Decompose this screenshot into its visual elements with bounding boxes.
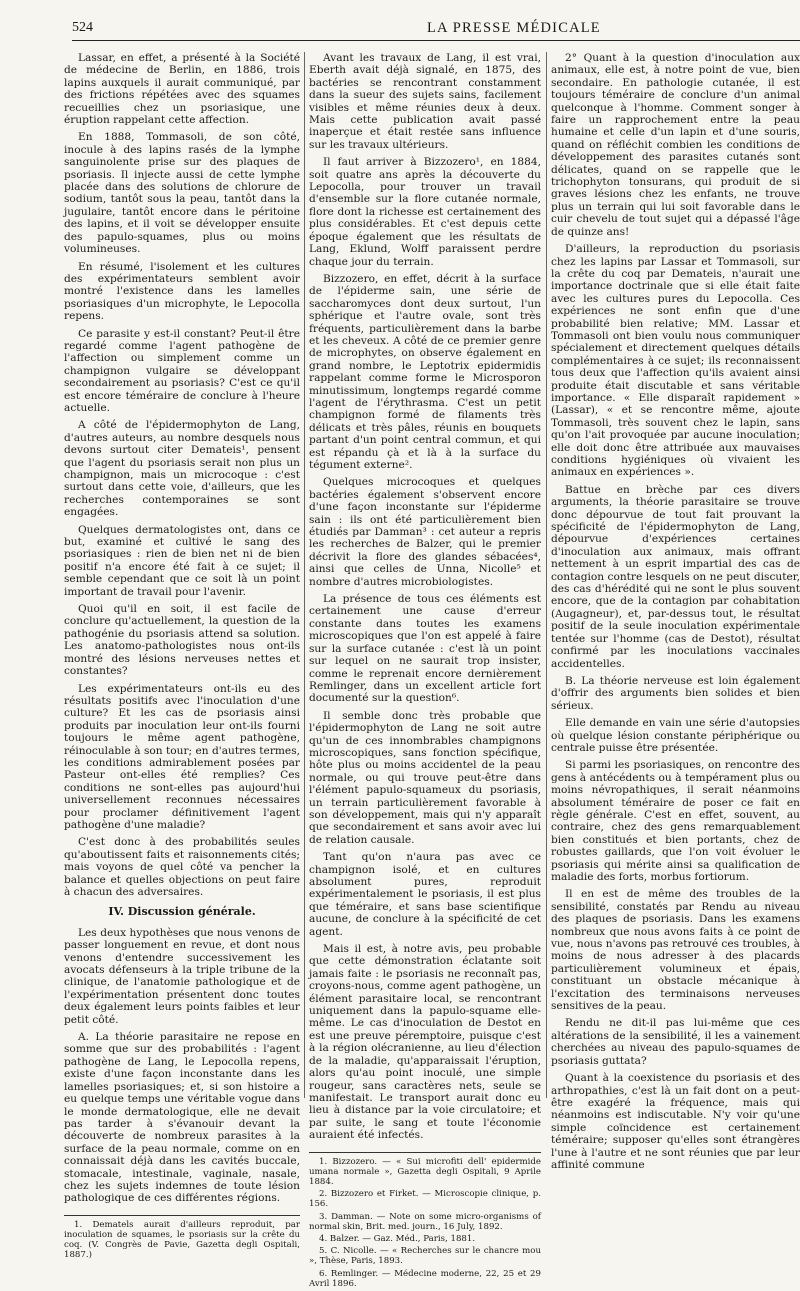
paragraph: B. La théorie nerveuse est loin également d'offrir des arguments bien solides et bien sérieux.: [551, 674, 800, 712]
paragraph: A côté de l'épidermophyton de Lang, d'autres auteurs, au nombre desquels nous devons surtout citer Demateis¹, pensent que l'agent du psoriasis serait non plus un champignon, mais un microcoque : c'est surtout dans cette voie, d'ailleurs, que les recherches contemporaines se sont engagées.: [64, 419, 300, 519]
paragraph: Quoi qu'il en soit, il est facile de conclure qu'actuellement, la question de la pathogénie du psoriasis attend sa solution. Les anatomo-pathologistes nous ont-ils montré des lésions nerveuses nettes et constantes?: [64, 603, 300, 678]
paragraph: Les deux hypothèses que nous venons de passer longuement en revue, et dont nous venons d'entendre successivement les avocats défenseurs à la triple tribune de la clinique, de l'anatomie pathologique et de l'expérimentation présentent donc toutes deux également leurs points faibles et leur petit côté.: [64, 926, 300, 1026]
paragraph: En 1888, Tommasoli, de son côté, inocule à des lapins rasés de la lymphe sanguinolente prise sur des plaques de psoriasis. Il injecte aussi de cette lymphe placée dans des solutions de chlorure de sodium, tantôt sous la peau, tantôt dans la jugulaire, tantôt encore dans le péritoine des lapins, et il voit se développer ensuite des papulo-squames, plus ou moins volumineuses.: [64, 131, 300, 256]
paragraph: Battue en brèche par ces divers arguments, la théorie parasitaire se trouve donc dépourvue de tout fait prouvant la spécificité de l'épidermophyton de Lang, dépourvue d'expériences certaines d'inoculation aux animaux, mais offrant nettement à un esprit impartial des cas de contagion contre lesquels on ne peut discuter, des cas d'hérédité qui ne sont le plus souvent encore, que de la contagion par cohabitation (Augagneur), et, par-dessus tout, le résultat positif de la seule inoculation expérimentale tentée sur l'homme (cas de Destot), résultat confirmé par les inoculations vaccinales accidentelles.: [551, 483, 800, 670]
paragraph: Il en est de même des troubles de la sensibilité, constatés par Rendu au niveau des plaques de psoriasis. Dans les examens nombreux que nous avons faits à ce point de vue, nous n'avons pas retrouvé ces troubles, à moins de nous adresser à des placards particulièrement volumineux et épais, constituant un obstacle mécanique à l'excitation des terminaisons nerveuses sensitives de la peau.: [551, 888, 800, 1013]
footnote: 2. Bizzozero et Firket. — Microscopie clinique, p. 156.: [309, 1189, 541, 1210]
section-heading: IV. Discussion générale.: [108, 905, 256, 919]
paragraph: Il faut arriver à Bizzozero¹, en 1884, soit quatre ans après la découverte du Lepocolla, pour trouver un travail d'ensemble sur la flore cutanée normale, flore dont la richesse est certainement des plus considérables. Et c'est depuis cette époque également que les résultats de Lang, Eklund, Wolff paraissent perdre chaque jour du terrain.: [309, 156, 541, 268]
paragraph: Les expérimentateurs ont-ils eu des résultats positifs avec l'inoculation d'une culture? Et les cas de psoriasis ainsi produits par inoculation leur ont-ils fourni toujours le même agent pathogène, réinoculable à son tour; en d'autres termes, les conditions admirablement posées par Pasteur ont-elles été remplies? Ces conditions ne sont-elles pas aujourd'hui universellement reconnues nécessaires pour proclamer définitivement l'agent pathogène d'une maladie?: [64, 682, 300, 831]
footnote: 1. Dematels aurait d'ailleurs reproduit, par inoculation de squames, le psoriasis sur la crête du coq. (V. Congrès de Pavie, Gazetta degli Ospitali, 1887.): [64, 1219, 300, 1261]
paragraph: Bizzozero, en effet, décrit à la surface de l'épiderme sain, une série de saccharomyces dont deux surtout, l'un sphérique et l'autre ovale, sont très fréquents, particulièrement dans la barbe et les cheveux. A côté de ce premier genre de microphytes, on observe également en grand nombre, le Leptotrix epidermidis rappelant comme forme le Microsporon minutissimum, longtemps regardé comme l'agent de l'érythrasma. C'est un petit champignon formé de filaments très délicats et très pâles, réunis en bouquets partant d'un point central commun, et qui est répandu çà et là à la surface du tégument externe².: [309, 272, 541, 471]
column-divider-1: [304, 52, 305, 1098]
column-divider-2: [546, 52, 547, 1098]
paragraph: Il semble donc très probable que l'épidermophyton de Lang ne soit autre qu'un de ces innombrables champignons microscopiques, sans fonction spécifique, hôte plus ou moins accidentel de la peau normale, ou qui trouve peut-être dans l'élément papulo-squameux du psoriasis, un terrain particulièrement favorable à son développement, mais qui n'y apparaît que secondairement et sans avoir avec lui de relation causale.: [309, 709, 541, 846]
column-2: [309, 52, 541, 1291]
page-header: [72, 20, 800, 41]
paragraph: Avant les travaux de Lang, il est vrai, Eberth avait déjà signalé, en 1875, des bactéries se rencontrant constamment dans la sueur des sujets sains, facilement visibles et même réunies deux à deux. Mais cette publication avait passé inaperçue et était restée sans influence sur les travaux ultérieurs.: [309, 52, 541, 151]
paragraph: Si parmi les psoriasiques, on rencontre des gens à antécédents ou à tempérament plus ou moins névropathiques, il serait néanmoins absolument téméraire de poser ce fait en règle générale. C'est en effet, souvent, au contraire, chez des gens remarquablement bien constitués et bien portants, chez de robustes gaillards, que l'on voit évoluer le psoriasis qui mérite ainsi sa qualification de maladie des forts, morbus fortiorum.: [551, 759, 800, 883]
column-3: [551, 52, 800, 1176]
paragraph: D'ailleurs, la reproduction du psoriasis chez les lapins par Lassar et Tommasoli, sur la crête du coq par Demateis, n'aurait une importance doctrinale que si elle était faite avec les cultures pures du Lepocolla. Ces expériences ne sont enfin que d'une probabilité bien relative; MM. Lassar et Tommasoli ont bien voulu nous communiquer spécialement et directement quelques détails complémentaires à ce sujet; ils reconnaissent tous deux que l'affection qu'ils avaient ainsi produite était discutable et sans véritable importance. « Elle disparaît rapidement » (Lassar), « et se rencontre même, ajoute Tommasoli, très souvent chez le lapin, sans qu'on l'ait provoquée par aucune inoculation; elle doit donc être attribuée aux mauvaises conditions hygiéniques où vivaient les animaux en expériences ».: [551, 243, 800, 479]
paragraph: En résumé, l'isolement et les cultures des expérimentateurs semblent avoir montré l'existence dans les lamelles psoriasiques d'un microphyte, le Lepocolla repens.: [64, 260, 300, 323]
footnotes: [64, 1215, 300, 1261]
paragraph: Tant qu'on n'aura pas avec ce champignon isolé, et en cultures absolument pures, reproduit expérimentalement le psoriasis, il est plus que téméraire, et sans base scientifique aucune, de conclure à la spécificité de cet agent.: [309, 851, 541, 938]
paragraph: Ce parasite y est-il constant? Peut-il être regardé comme l'agent pathogène de l'affection ou simplement comme un champignon vulgaire se développant secondairement au psoriasis? C'est ce qu'il est encore téméraire de conclure à l'heure actuelle.: [64, 327, 300, 414]
paragraph: Quant à la coexistence du psoriasis et des arthropathies, c'est là un fait dont on a peut-être exagéré la fréquence, mais qui néanmoins est indiscutable. N'y voir qu'une simple coïncidence est certainement téméraire; supposer qu'elles sont étrangères l'une à l'autre et ne sont réunies que par leur affinité commune: [551, 1072, 800, 1171]
paragraph: Rendu ne dit-il pas lui-même que ces altérations de la sensibilité, il les a vainement cherchées au niveau des papulo-squames de psoriasis guttata?: [551, 1017, 800, 1067]
paragraph: Quelques dermatologistes ont, dans ce but, examiné et cultivé le sang des psoriasiques : rien de bien net ni de bien positif n'a encore été fait à ce sujet; il semble cependant que ce soit là un point important de travail pour l'avenir.: [64, 523, 300, 598]
footnote: 4. Balzer. — Gaz. Méd., Paris, 1881.: [319, 1233, 476, 1244]
journal-title: LA PRESSE MÉDICALE: [427, 20, 601, 36]
paragraph: Mais il est, à notre avis, peu probable que cette démonstration éclatante soit jamais faite : le psoriasis ne reconnaît pas, croyons-nous, comme agent pathogène, un élément parasitaire local, se rencontrant uniquement dans la papulo-squame elle-même. Le cas d'inoculation de Destot en est une preuve péremptoire, puisque c'est à la région olécranienne, au lieu d'élection de la maladie, qu'apparaissait l'éruption, alors qu'au point inoculé, une simple rougeur, sans caractères nets, seule se manifestait. Le transport aurait donc eu lieu à distance par la voie circulatoire; et par suite, le sang et toute l'économie auraient été infectés.: [309, 943, 541, 1142]
page-number: 524: [72, 20, 93, 35]
paragraph: C'est donc à des probabilités seules qu'aboutissent faits et raisonnements cités; mais voyons de quel côté va pencher la balance et quelles objections on peut faire à chacun des adversaires.: [64, 836, 300, 898]
paragraph: La présence de tous ces éléments est certainement une cause d'erreur constante dans toutes les examens microscopiques que l'on est appelé à faire sur la surface cutanée : c'est là un point sur lequel on ne saurait trop insister, comme le reprenait encore dernièrement Remlinger, dans un excellent article fort documenté sur la question⁶.: [309, 593, 541, 705]
paragraph: Lassar, en effet, a présenté à la Société de médecine de Berlin, en 1886, trois lapins auxquels il aurait communiqué, par des frictions répétées avec des squames recueillies chez un psoriasique, une éruption rappelant cette affection.: [64, 52, 300, 127]
footnotes: [309, 1152, 541, 1289]
footnote: 6. Remlinger. — Médecine moderne, 22, 25 et 29 Avril 1896.: [309, 1268, 541, 1289]
footnote: 5. C. Nicolle. — « Recherches sur le chancre mou », Thèse, Paris, 1893.: [309, 1246, 541, 1267]
paragraph: 2° Quant à la question d'inoculation aux animaux, elle est, à notre point de vue, bien secondaire. En pathologie cutanée, il est toujours téméraire de conclure d'un animal quelconque à l'homme. Comment songer à faire un rapprochement entre la peau humaine et celle d'un lapin et d'une souris, quand on réfléchit combien les conditions de développement des parasites cutanés sont délicates, quand on se rappelle que le trichophyton tonsurans, qui produit de si graves lésions chez les enfants, ne trouve plus un terrain qui lui soit favorable dans le cuir chevelu de tout sujet qui a dépassé l'âge de quinze ans!: [551, 52, 800, 238]
column-1: [64, 52, 300, 1263]
footnote: 1. Bizzozero. — « Sui microfiti dell' epidermide umana normale », Gazetta degli Ospitali, 9 Aprile 1884.: [309, 1156, 541, 1187]
paragraph: Quelques microcoques et quelques bactéries également s'observent encore d'une façon inconstante sur l'épiderme sain : ils ont été particulièrement bien étudiés par Damman³ : cet auteur a repris les recherches de Balzer, qui le premier décrivit la flore des glandes sébacées⁴, ainsi que celles de Unna, Nicolle⁵ et nombre d'autres microbiologistes.: [309, 476, 541, 588]
paragraph: Elle demande en vain une série d'autopsies où quelque lésion constante périphérique ou centrale puisse être présentée.: [551, 717, 800, 754]
footnote: 3. Damman. — Note on some micro-organisms of normal skin, Brit. med. journ., 16 July, 1892.: [309, 1211, 541, 1232]
paragraph: A. La théorie parasitaire ne repose en somme que sur des probabilités : l'agent pathogène de Lang, le Lepocolla repens, existe d'une façon inconstante dans les lamelles psoriasiques; et, si son histoire a eu quelque temps une véritable vogue dans le monde dermatologique, elle ne devait pas tarder à s'évanouir devant la découverte de nombreux parasites à la surface de la peau normale, comme on en connaissait déjà dans les cavités buccale, stomacale, intestinale, vaginale, nasale, chez les sujets indemnes de toute lésion pathologique de ces différentes régions.: [64, 1031, 300, 1205]
